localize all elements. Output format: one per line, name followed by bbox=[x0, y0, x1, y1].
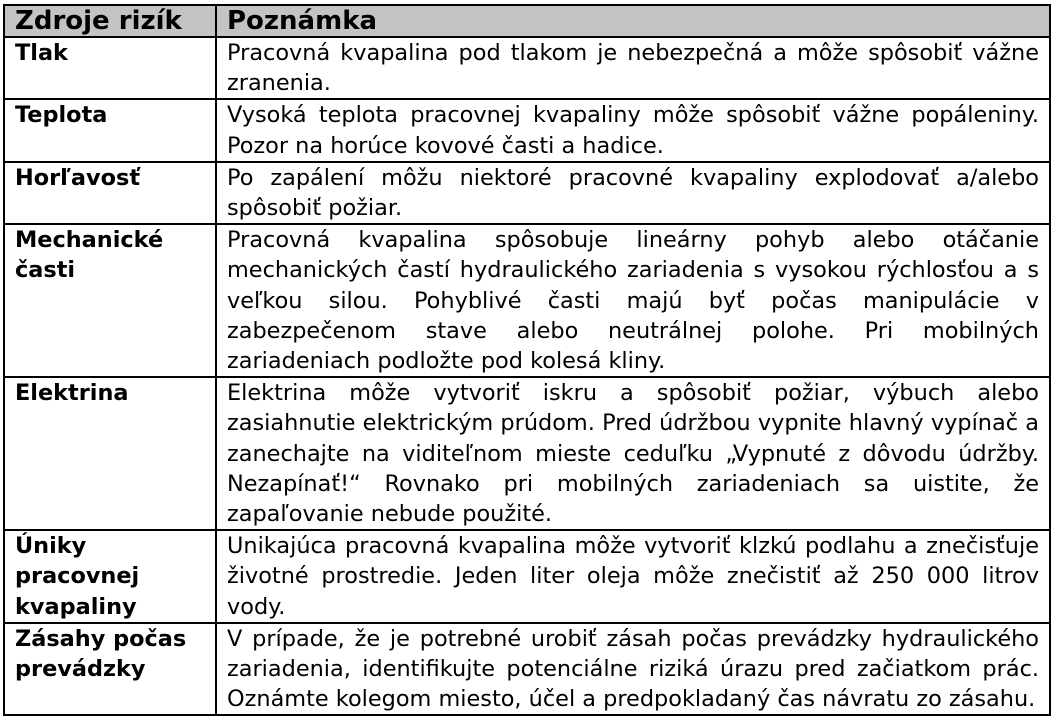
risk-note-cell: Unikajúca pracovná kvapalina môže vytvoriť klzkú podlahu a znečisťuje životné prostredie. Jeden liter oleja môže znečistiť až 250 000 litrov vody. bbox=[216, 530, 1050, 623]
risk-note-cell: Pracovná kvapalina spôsobuje lineárny pohyb alebo otáčanie mechanických častí hydraulického zariadenia s vysokou rýchlosťou a s veľkou silou. Pohyblivé časti majú byť počas manipulácie v zabezpečenom stave alebo neutrálnej polohe. Pri mobilných zariadeniach podložte pod kolesá kliny. bbox=[216, 224, 1050, 377]
table-body bbox=[4, 37, 1050, 715]
risk-source-cell: Úniky pracovnej kvapaliny bbox=[4, 530, 216, 623]
header-note: Poznámka bbox=[216, 5, 1050, 37]
risk-table bbox=[3, 4, 1051, 716]
risk-source-cell: Elektrina bbox=[4, 377, 216, 530]
risk-note-cell: Pracovná kvapalina pod tlakom je nebezpečná a môže spôsobiť vážne zranenia. bbox=[216, 37, 1050, 99]
risk-source-cell: Zásahy počas prevádzky bbox=[4, 623, 216, 716]
risk-note-cell: V prípade, že je potrebné urobiť zásah počas prevádzky hydraulického zariadenia, identifikujte potenciálne riziká úrazu pred začiatkom prác. Oznámte kolegom miesto, účel a predpokladaný čas návratu zo zásahu. bbox=[216, 623, 1050, 716]
header-row bbox=[4, 5, 1050, 37]
risk-source-cell: Mechanické časti bbox=[4, 224, 216, 377]
risk-note-cell: Elektrina môže vytvoriť iskru a spôsobiť požiar, výbuch alebo zasiahnutie elektrickým prúdom. Pred údržbou vypnite hlavný vypínač a zanechajte na viditeľnom mieste ceduľku „Vypnuté z dôvodu údržby. Nezapínať!“ Rovnako pri mobilných zariadeniach sa uistite, že zapaľovanie nebude použité. bbox=[216, 377, 1050, 530]
risk-source-cell: Tlak bbox=[4, 37, 216, 99]
table-header bbox=[4, 5, 1050, 37]
table-row bbox=[4, 162, 1050, 224]
risk-note-cell: Vysoká teplota pracovnej kvapaliny môže spôsobiť vážne popáleniny. Pozor na horúce kovové časti a hadice. bbox=[216, 99, 1050, 161]
table-row bbox=[4, 37, 1050, 99]
table-row bbox=[4, 99, 1050, 161]
table-row bbox=[4, 623, 1050, 716]
risk-source-cell: Horľavosť bbox=[4, 162, 216, 224]
table-row bbox=[4, 377, 1050, 530]
table-row bbox=[4, 224, 1050, 377]
risk-source-cell: Teplota bbox=[4, 99, 216, 161]
risk-note-cell: Po zapálení môžu niektoré pracovné kvapaliny explodovať a/alebo spôsobiť požiar. bbox=[216, 162, 1050, 224]
table-row bbox=[4, 530, 1050, 623]
header-risk-source: Zdroje rizík bbox=[4, 5, 216, 37]
